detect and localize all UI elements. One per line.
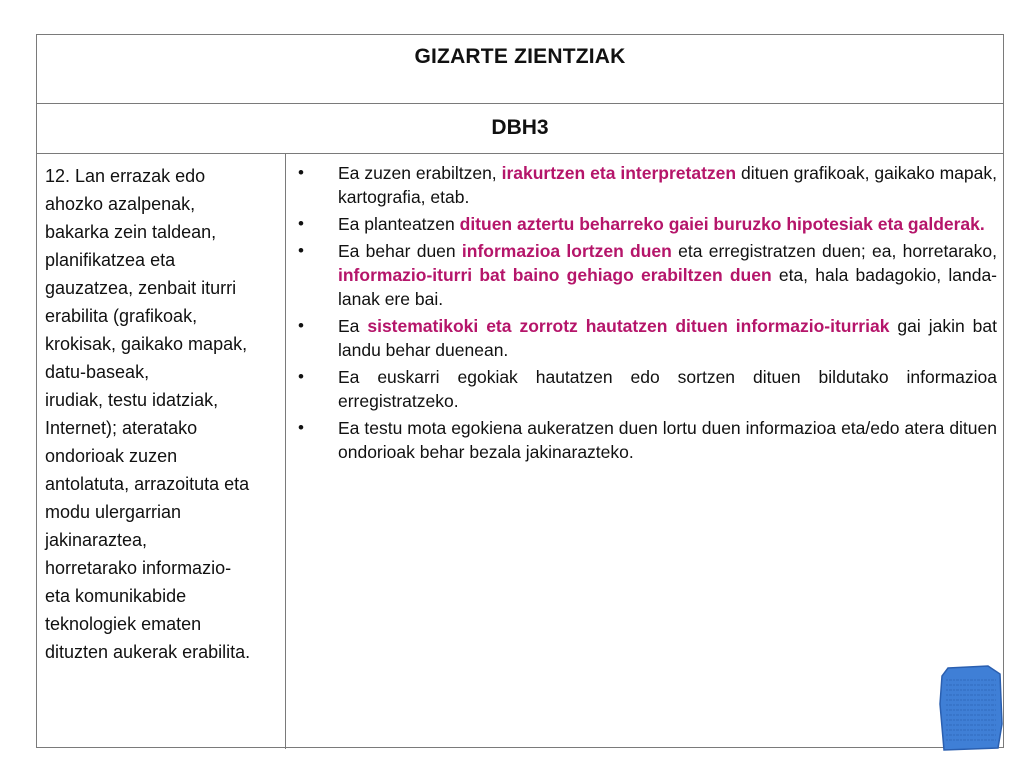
level-row xyxy=(37,104,1003,154)
indicator-text: Ea xyxy=(338,316,368,336)
page-title: GIZARTE ZIENTZIAK xyxy=(414,45,626,68)
indicator-list xyxy=(292,161,997,464)
title-row xyxy=(37,35,1003,104)
indicator-text: eta, hala badagokio, landa-lanak ere bai. xyxy=(338,265,998,309)
indicator-item xyxy=(292,161,997,209)
indicator-item xyxy=(292,239,997,311)
indicator-text: eta erregistratzen duen; ea, horretarako, xyxy=(671,241,997,261)
criterion-cell xyxy=(37,154,286,749)
bullet-icon: • xyxy=(298,214,304,233)
highlighted-text: irakurtzen eta interpretatzen xyxy=(501,163,737,183)
indicator-text: Ea behar duen xyxy=(338,241,462,261)
indicators-cell xyxy=(286,154,1003,749)
indicator-item xyxy=(292,212,997,236)
bullet-icon: • xyxy=(298,241,304,260)
highlighted-text: informazioa lortzen duen xyxy=(461,241,672,261)
indicator-text: Ea zuzen erabiltzen, xyxy=(338,163,502,183)
indicator-text: Ea planteatzen xyxy=(338,214,460,234)
bullet-icon: • xyxy=(298,316,304,335)
indicator-text: Ea testu mota egokiena aukeratzen duen lortu duen informazioa eta/edo atera dituen ondorioak behar bezala jakinarazteko. xyxy=(338,418,997,462)
indicator-item xyxy=(292,365,997,413)
indicator-text: Ea euskarri egokiak hautatzen edo sortzen dituen bildutako informazioa erregistratzeko. xyxy=(338,367,997,411)
indicator-text: gai jakin bat landu behar duenean. xyxy=(338,316,997,360)
indicator-item xyxy=(292,314,997,362)
criterion-text: 12. Lan errazak edo ahozko azalpenak, bakarka zein taldean, planifikatzea eta gauzatzea, zenbait iturri erabilita (grafikoak, krokisak, gaikako mapak, datu-baseak, irudiak, testu idatziak, Internet); ateratako ondorioak zuzen antolatuta, arrazoituta eta modu ulergarrian jakinaraztea, horretarako informazio- eta komunikabide teknologiek ematen dituzten aukerak erabilita. xyxy=(45,166,251,662)
bullet-icon: • xyxy=(298,418,304,437)
level-label: DBH3 xyxy=(491,116,549,139)
indicator-text: dituen grafikoak, gaikako mapak, kartografia, etab. xyxy=(338,163,997,207)
bullet-icon: • xyxy=(298,163,304,182)
highlighted-text: sistematikoki eta zorrotz hautatzen dituen informazio-iturriak xyxy=(367,316,890,336)
highlighted-text: informazio-iturri bat baino gehiago erabiltzen duen xyxy=(338,265,772,285)
bullet-icon: • xyxy=(298,367,304,386)
rosetta-stone-icon xyxy=(936,664,1006,752)
content-row xyxy=(37,154,1003,749)
indicator-item xyxy=(292,416,997,464)
curriculum-table xyxy=(36,34,1004,748)
highlighted-text: dituen aztertu beharreko gaiei buruzko hipotesiak eta galderak. xyxy=(459,214,985,234)
